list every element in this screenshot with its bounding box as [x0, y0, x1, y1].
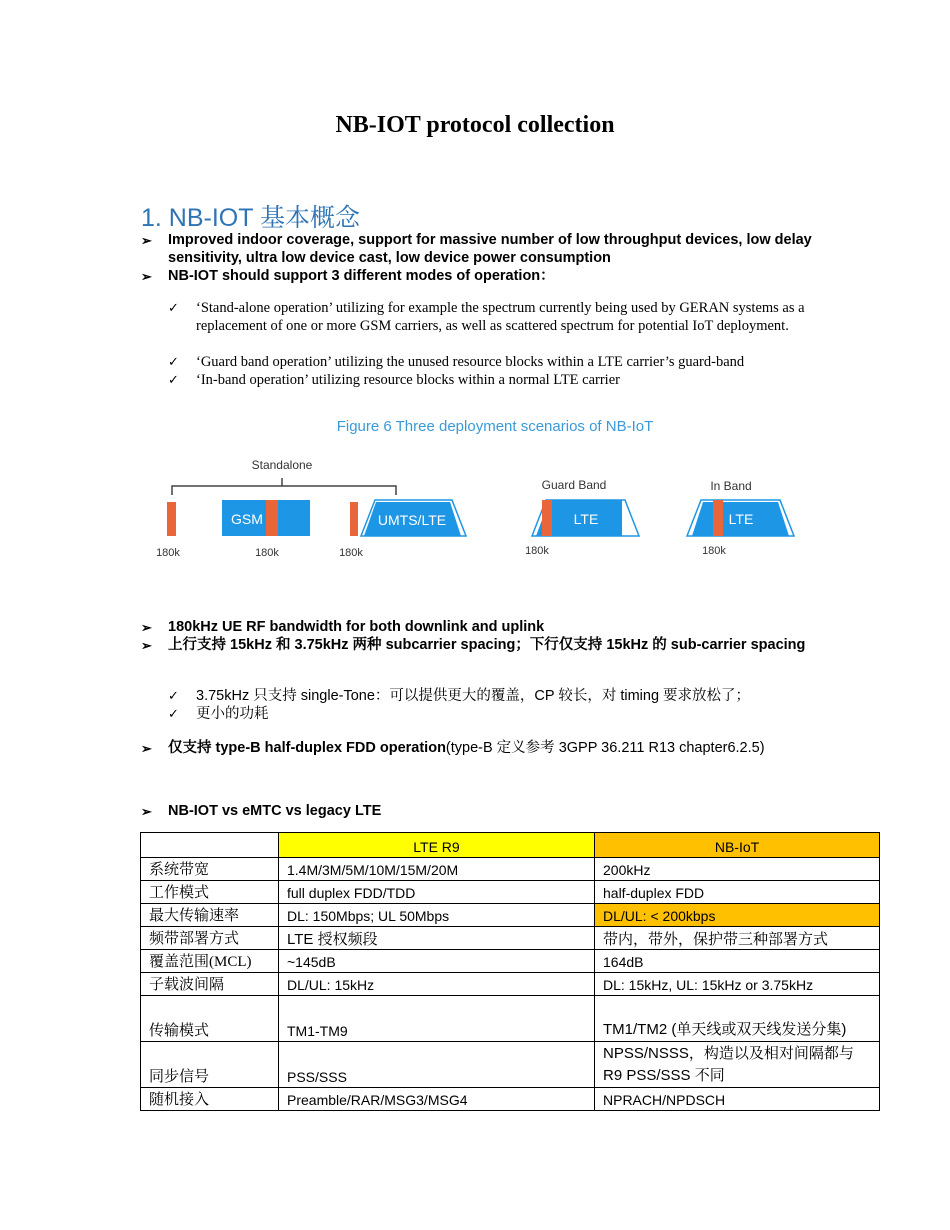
table-cell: DL: 150Mbps; UL 50Mbps: [279, 904, 595, 927]
arrow-bullet-icon: ➢: [141, 620, 152, 635]
table-header-cell: NB-IoT: [595, 833, 880, 858]
table-cell: DL: 15kHz, UL: 15kHz or 3.75kHz: [595, 973, 880, 996]
table-cell: half-duplex FDD: [595, 881, 880, 904]
comparison-table: [140, 832, 880, 1111]
table-cell: DL/UL: < 200kbps: [595, 904, 880, 927]
table-cell: 频带部署方式: [141, 927, 279, 950]
table-row: [141, 927, 880, 950]
table-cell: 1.4M/3M/5M/10M/15M/20M: [279, 858, 595, 881]
table-cell: NPRACH/NPDSCH: [595, 1088, 880, 1111]
table-cell: 系统带宽: [141, 858, 279, 881]
table-cell: 传输模式: [141, 996, 279, 1042]
bw-label-4: 180k: [525, 545, 549, 557]
bullet-item: Improved indoor coverage, support for massive number of low throughput devices, low delay sensitivity, ultra low device cast, low device power consumption: [168, 232, 812, 266]
table-cell: 同步信号: [141, 1042, 279, 1088]
table-header-cell: LTE R9: [279, 833, 595, 858]
table-cell: full duplex FDD/TDD: [279, 881, 595, 904]
table-row: [141, 996, 880, 1042]
bullet-item: NB-IOT should support 3 different modes of operation：: [168, 268, 555, 284]
standalone-nb-carrier-2: [266, 500, 278, 536]
mode-item: ‘Guard band operation’ utilizing the unused resource blocks within a LTE carrier’s guard-band: [196, 354, 745, 370]
in-band-label: In Band: [710, 479, 752, 493]
note-item: 3.75kHz 只支持 single-Tone：可以提供更大的覆盖，CP 较长，对 timing 要求放松了；: [196, 688, 751, 704]
table-cell: 200kHz: [595, 858, 880, 881]
in-band-nb-carrier: [713, 500, 723, 536]
standalone-nb-carrier-1: [167, 502, 176, 536]
check-icon: ✓: [168, 354, 179, 369]
bullet-item: 上行支持 15kHz 和 3.75kHz 两种 subcarrier spacing；下行仅支持 15kHz 的 sub-carrier spacing: [168, 637, 806, 653]
note-item: 更小的功耗: [196, 706, 269, 722]
bw-label-2: 180k: [255, 547, 279, 559]
table-cell: LTE 授权频段: [279, 927, 595, 950]
table-row: [141, 1088, 880, 1111]
arrow-bullet-icon: ➢: [141, 804, 152, 819]
table-row: [141, 904, 880, 927]
guard-band-nb-carrier: [542, 500, 552, 536]
fdd-reference-text: (type-B 定义参考 3GPP 36.211 R13 chapter6.2.5): [445, 740, 765, 756]
table-row: [141, 973, 880, 996]
check-icon: ✓: [168, 688, 179, 703]
table-cell: NPSS/NSSS，构造以及相对间隔都与 R9 PSS/SSS 不同: [595, 1042, 880, 1088]
section-heading: 1. NB-IOT 基本概念: [141, 204, 361, 232]
in-band-lte-label: LTE: [728, 511, 754, 527]
table-row: [141, 858, 880, 881]
table-cell: 随机接入: [141, 1088, 279, 1111]
arrow-bullet-icon: ➢: [141, 233, 152, 248]
bw-label-3: 180k: [339, 547, 363, 559]
gsm-label: GSM: [231, 511, 263, 527]
arrow-bullet-icon: ➢: [141, 638, 152, 653]
standalone-label: Standalone: [251, 458, 313, 472]
mode-item: ‘In-band operation’ utilizing resource blocks within a normal LTE carrier: [196, 372, 620, 388]
mode-item: ‘Stand-alone operation’ utilizing for example the spectrum currently being used by GERAN systems as a replacement of one or more GSM carriers, as well as scattered spectrum for potential IoT deployment.: [196, 300, 805, 334]
umts-label: UMTS/LTE: [377, 512, 447, 528]
table-cell: DL/UL: 15kHz: [279, 973, 595, 996]
check-icon: ✓: [168, 706, 179, 721]
bw-label-1: 180k: [156, 547, 180, 559]
check-icon: ✓: [168, 300, 179, 315]
figure-caption: Figure 6 Three deployment scenarios of NB-IoT: [336, 418, 654, 435]
vs-heading: NB-IOT vs eMTC vs legacy LTE: [168, 803, 382, 819]
guard-band-lte-label: LTE: [573, 511, 599, 527]
arrow-bullet-icon: ➢: [141, 741, 152, 756]
table-cell: 164dB: [595, 950, 880, 973]
table-header-row: [141, 833, 880, 858]
table-cell: 工作模式: [141, 881, 279, 904]
table-cell: 带内，带外，保护带三种部署方式: [595, 927, 880, 950]
standalone-nb-carrier-3: [350, 502, 358, 536]
table-cell: 子载波间隔: [141, 973, 279, 996]
bw-label-5: 180k: [702, 545, 726, 557]
standalone-bracket: [172, 486, 396, 495]
arrow-bullet-icon: ➢: [141, 269, 152, 284]
deployment-scenarios-figure: [0, 450, 950, 570]
table-row: [141, 950, 880, 973]
table-cell: TM1-TM9: [279, 996, 595, 1042]
table-row: [141, 1042, 880, 1088]
table-cell: 最大传输速率: [141, 904, 279, 927]
table-cell: PSS/SSS: [279, 1042, 595, 1088]
table-header-cell: [141, 833, 279, 858]
page-title: NB-IOT protocol collection: [335, 112, 615, 138]
bullet-item: 180kHz UE RF bandwidth for both downlink and uplink: [168, 619, 545, 635]
table-cell: TM1/TM2 (单天线或双天线发送分集): [595, 996, 880, 1042]
table-cell: Preamble/RAR/MSG3/MSG4: [279, 1088, 595, 1111]
check-icon: ✓: [168, 372, 179, 387]
table-cell: 覆盖范围(MCL): [141, 950, 279, 973]
fdd-bold-text: 仅支持 type-B half-duplex FDD operation: [168, 740, 446, 756]
table-cell: ~145dB: [279, 950, 595, 973]
table-row: [141, 881, 880, 904]
guard-band-label: Guard Band: [541, 478, 607, 492]
